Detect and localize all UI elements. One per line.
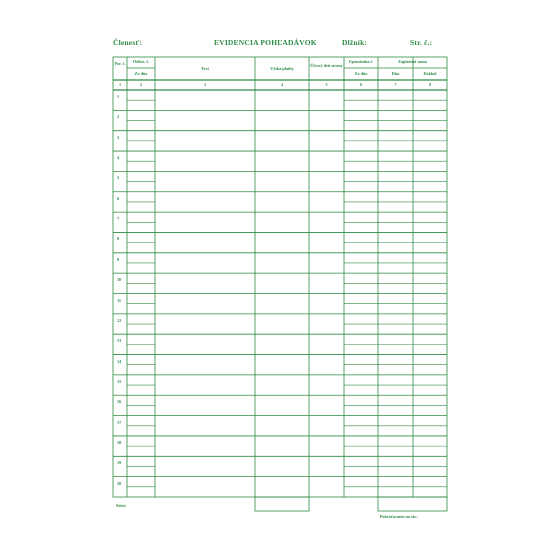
col-uctovy-den: Účtový deň strany [310, 63, 343, 68]
page-number-label: Str. č.: [410, 38, 433, 47]
colnum-8: 8 [428, 82, 432, 87]
row-number: 9 [117, 256, 120, 262]
colnum-3: 3 [203, 82, 207, 87]
row-number: 13 [117, 338, 122, 344]
debtor-label: Dlžník: [342, 38, 368, 47]
row-number: 2 [117, 114, 120, 120]
colnum-6: 6 [359, 82, 363, 87]
row-number: 5 [117, 175, 120, 181]
col-upomienka-zo-dna: Zo dňa [354, 71, 368, 76]
row-number: 14 [117, 358, 122, 364]
row-number: 7 [117, 216, 120, 222]
row-number: 19 [117, 460, 122, 466]
col-odber-c: Odber. č. [132, 59, 150, 64]
row-number: 4 [117, 155, 120, 161]
member-label: Členesť: [113, 38, 143, 47]
colnum-2: 2 [139, 82, 143, 87]
colnum-7: 7 [394, 82, 397, 87]
row-number: 17 [117, 419, 122, 425]
row-number: 15 [117, 378, 122, 384]
row-number: 6 [117, 195, 120, 201]
row-number: 10 [117, 277, 122, 283]
colnum-5: 5 [325, 82, 328, 87]
colnum-4: 4 [280, 82, 284, 87]
col-zo-dna: Zo dňa [134, 71, 148, 76]
row-number: 18 [117, 439, 122, 445]
row-number: 20 [117, 480, 122, 486]
col-vyska-platby: Výška platby [270, 66, 294, 71]
sum-label: Súčet [116, 503, 126, 508]
colnum-1: 1 [118, 82, 122, 87]
col-upomienka-c: Upomienka č. [348, 59, 374, 64]
continuation-label: Pokračovanie na str.: [380, 514, 418, 519]
col-por-c: Por. č. [114, 61, 126, 66]
row-number: 8 [117, 236, 120, 242]
col-dna: Dňa [391, 71, 400, 76]
row-number: 3 [117, 134, 120, 140]
row-number: 1 [117, 94, 120, 99]
row-number: 12 [117, 317, 122, 323]
col-zaplatena-suma: Zaplatená suma [398, 59, 427, 64]
col-doklad: Doklad [423, 71, 437, 76]
form-title: EVIDENCIA POHĽADÁVOK [214, 38, 317, 47]
col-text: Text [201, 66, 209, 71]
row-number: 16 [117, 399, 122, 405]
row-number: 11 [117, 297, 122, 303]
